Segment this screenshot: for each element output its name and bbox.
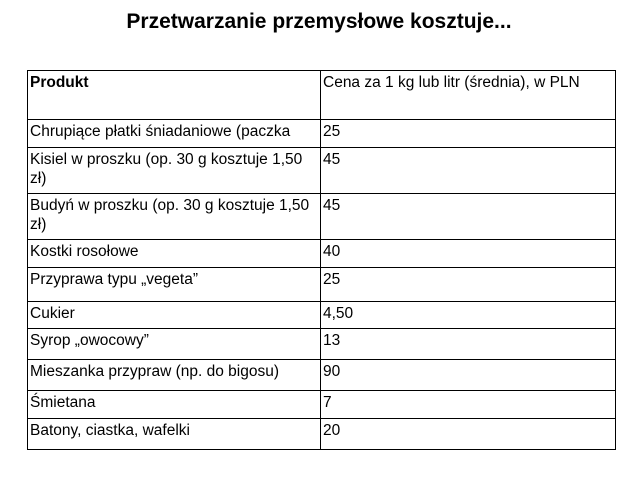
product-cell: Budyń w proszku (op. 30 g kosztuje 1,50 zł) [28,194,321,240]
table-row [28,360,616,391]
price-cell: 45 [321,194,616,240]
price-cell: 25 [321,268,616,302]
column-header-price: Cena za 1 kg lub litr (średnia), w PLN [321,71,616,120]
product-cell: Syrop „owocowy” [28,329,321,360]
price-cell: 90 [321,360,616,391]
price-cell: 45 [321,148,616,194]
product-cell: Kisiel w proszku (op. 30 g kosztuje 1,50 zł) [28,148,321,194]
product-cell: Batony, ciastka, wafelki [28,419,321,450]
product-cell: Cukier [28,302,321,329]
column-header-product: Produkt [28,71,321,120]
price-cell: 7 [321,391,616,419]
product-cell: Mieszanka przypraw (np. do bigosu) [28,360,321,391]
price-cell: 4,50 [321,302,616,329]
price-cell: 20 [321,419,616,450]
product-cell: Śmietana [28,391,321,419]
price-table [27,70,616,450]
table-header-row [28,71,616,120]
table-row [28,194,616,240]
table-row [28,268,616,302]
table-row [28,302,616,329]
price-cell: 13 [321,329,616,360]
product-cell: Chrupiące płatki śniadaniowe (paczka [28,120,321,148]
table-row [28,148,616,194]
table-row [28,419,616,450]
table-row [28,329,616,360]
table-row [28,120,616,148]
page-title: Przetwarzanie przemysłowe kosztuje... [126,10,512,33]
product-cell: Kostki rosołowe [28,240,321,268]
table-row [28,391,616,419]
product-cell: Przyprawa typu „vegeta” [28,268,321,302]
price-cell: 40 [321,240,616,268]
price-cell: 25 [321,120,616,148]
table-row [28,240,616,268]
